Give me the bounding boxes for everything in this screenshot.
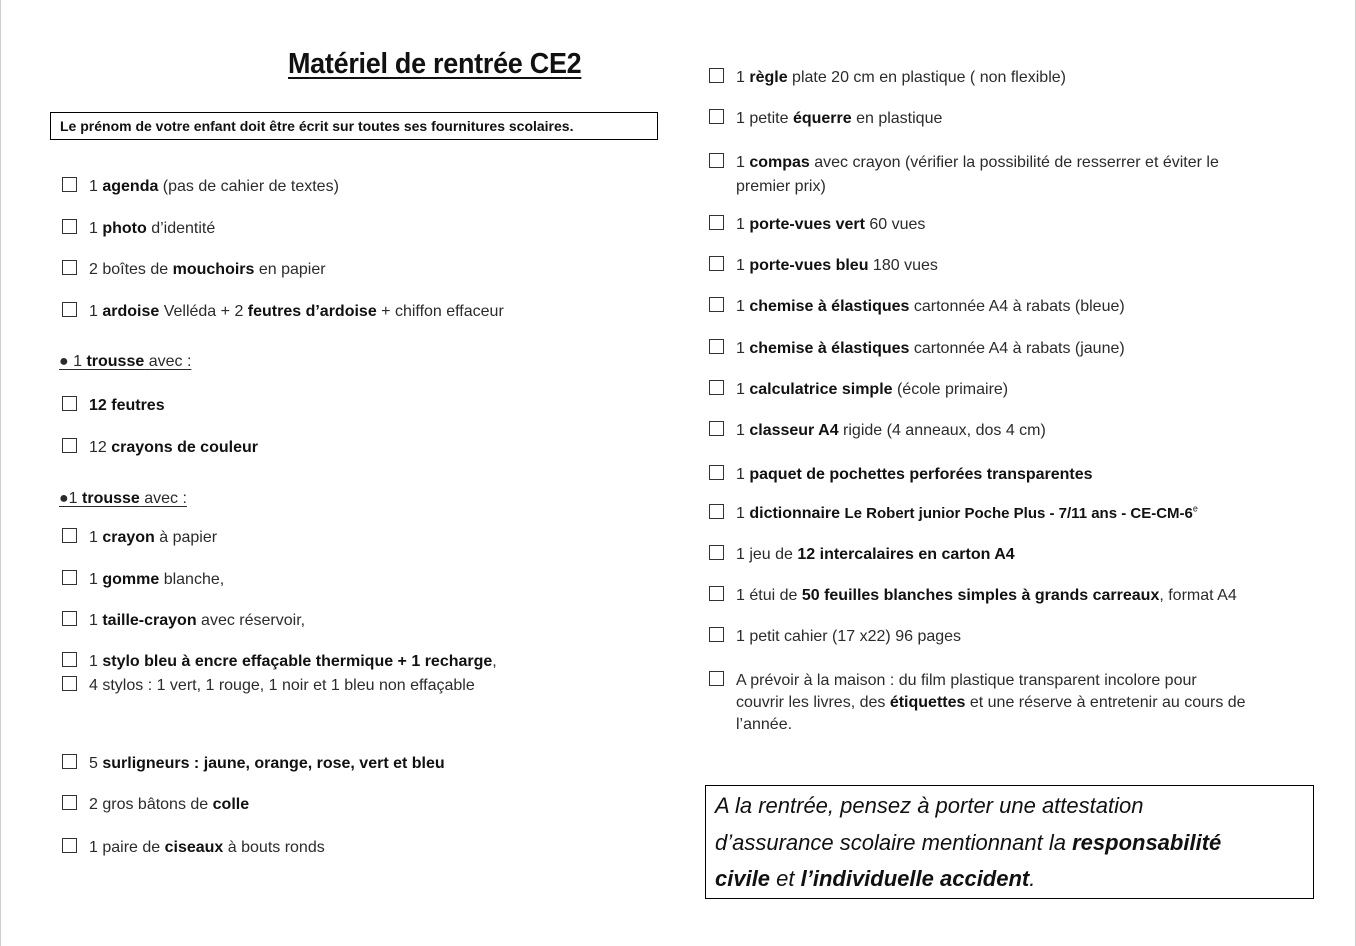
- checkbox[interactable]: [709, 68, 724, 83]
- checkbox[interactable]: [62, 795, 77, 810]
- checkbox[interactable]: [62, 438, 77, 453]
- checkbox[interactable]: [62, 219, 77, 234]
- insurance-note-box: [705, 785, 1314, 899]
- note-line-1: A la rentrée, pensez à porter une attestation: [715, 793, 1144, 818]
- checkbox[interactable]: [709, 256, 724, 271]
- checkbox[interactable]: [709, 465, 724, 480]
- checkbox[interactable]: [62, 177, 77, 192]
- checkbox[interactable]: [709, 297, 724, 312]
- page-title: Matériel de rentrée CE2: [288, 48, 582, 80]
- checkbox[interactable]: [62, 396, 77, 411]
- section-heading-trousse-2: ●1 trousse avec :: [59, 490, 187, 507]
- checkbox[interactable]: [709, 545, 724, 560]
- checkbox[interactable]: [709, 380, 724, 395]
- note-line-3: civile et l’individuelle accident.: [715, 866, 1036, 891]
- checkbox[interactable]: [709, 109, 724, 124]
- checkbox[interactable]: [62, 611, 77, 626]
- checkbox[interactable]: [62, 754, 77, 769]
- checkbox[interactable]: [62, 652, 77, 667]
- checkbox[interactable]: [62, 838, 77, 853]
- checkbox[interactable]: [709, 586, 724, 601]
- checkbox[interactable]: [709, 215, 724, 230]
- name-notice: Le prénom de votre enfant doit être écrit sur toutes ses fournitures scolaires.: [50, 112, 658, 140]
- section-heading-trousse-1: ● 1 trousse avec :: [59, 353, 192, 370]
- checkbox[interactable]: [62, 570, 77, 585]
- checkbox[interactable]: [709, 339, 724, 354]
- checkbox[interactable]: [62, 302, 77, 317]
- checkbox[interactable]: [709, 627, 724, 642]
- checkbox[interactable]: [62, 528, 77, 543]
- checkbox[interactable]: [709, 421, 724, 436]
- page-edge-left: [0, 0, 1, 946]
- checkbox[interactable]: [709, 153, 724, 168]
- checkbox[interactable]: [62, 260, 77, 275]
- note-line-2: d’assurance scolaire mentionnant la responsabilité: [715, 829, 1222, 855]
- checkbox[interactable]: [62, 676, 77, 691]
- checkbox[interactable]: [709, 671, 724, 686]
- checkbox[interactable]: [709, 504, 724, 519]
